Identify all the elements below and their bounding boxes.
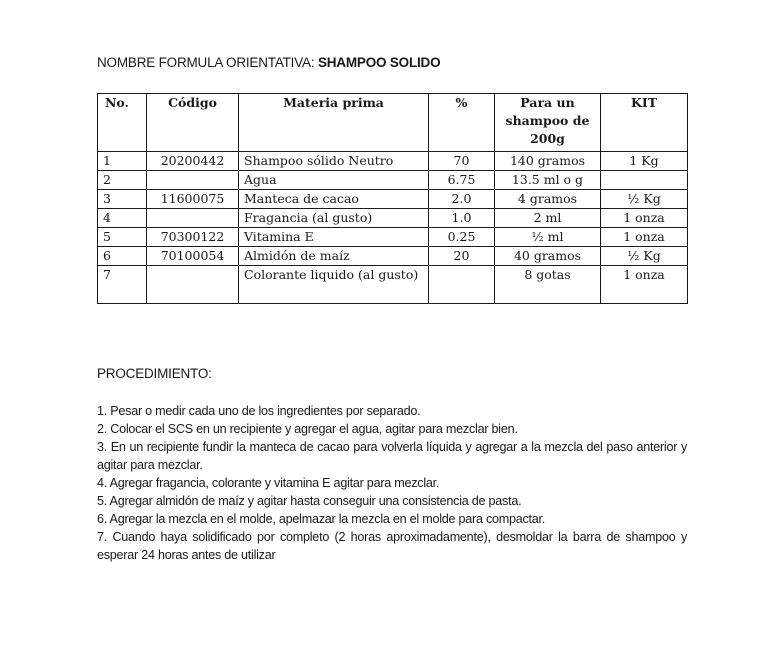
table-header-row	[98, 94, 688, 152]
formula-title	[97, 55, 440, 70]
cell-materia: Fragancia (al gusto)	[239, 209, 429, 228]
cell-para: 140 gramos	[495, 152, 601, 171]
header-para-200g: Para un shampoo de 200g	[495, 94, 601, 152]
table-row	[98, 228, 688, 247]
table-row	[98, 266, 688, 304]
cell-para: 40 gramos	[495, 247, 601, 266]
cell-codigo	[147, 171, 239, 190]
cell-materia: Manteca de cacao	[239, 190, 429, 209]
procedure-step: 6. Agregar la mezcla en el molde, apelmazar la mezcla en el molde para compactar.	[97, 512, 546, 526]
cell-kit: ½ Kg	[601, 247, 688, 266]
cell-percent: 0.25	[429, 228, 495, 247]
table-row	[98, 247, 688, 266]
cell-codigo: 11600075	[147, 190, 239, 209]
table-row	[98, 171, 688, 190]
cell-kit: 1 onza	[601, 228, 688, 247]
table-row	[98, 152, 688, 171]
cell-para: 13.5 ml o g	[495, 171, 601, 190]
cell-codigo	[147, 209, 239, 228]
cell-para: 2 ml	[495, 209, 601, 228]
header-materia-prima: Materia prima	[239, 94, 429, 152]
cell-percent: 20	[429, 247, 495, 266]
cell-codigo	[147, 266, 239, 304]
table-row	[98, 190, 688, 209]
formula-title-label: NOMBRE FORMULA ORIENTATIVA:	[97, 55, 315, 70]
cell-codigo: 70100054	[147, 247, 239, 266]
header-codigo: Código	[147, 94, 239, 152]
cell-no: 4	[98, 209, 147, 228]
cell-kit: 1 onza	[601, 209, 688, 228]
cell-materia: Vitamina E	[239, 228, 429, 247]
cell-kit: 1 onza	[601, 266, 688, 304]
cell-no: 2	[98, 171, 147, 190]
procedure-steps	[97, 402, 687, 564]
cell-para: 8 gotas	[495, 266, 601, 304]
cell-kit: ½ Kg	[601, 190, 688, 209]
cell-codigo: 20200442	[147, 152, 239, 171]
cell-percent: 2.0	[429, 190, 495, 209]
formula-table	[97, 93, 688, 304]
cell-no: 5	[98, 228, 147, 247]
cell-no: 6	[98, 247, 147, 266]
procedure-step: 4. Agregar fragancia, colorante y vitamina E agitar para mezclar.	[97, 476, 440, 490]
cell-percent	[429, 266, 495, 304]
cell-kit	[601, 171, 688, 190]
procedure-step: 2. Colocar el SCS en un recipiente y agregar el agua, agitar para mezclar bien.	[97, 422, 518, 436]
cell-percent: 70	[429, 152, 495, 171]
header-no: No.	[98, 94, 147, 152]
cell-para: ½ ml	[495, 228, 601, 247]
cell-percent: 6.75	[429, 171, 495, 190]
cell-no: 3	[98, 190, 147, 209]
cell-percent: 1.0	[429, 209, 495, 228]
cell-kit: 1 Kg	[601, 152, 688, 171]
cell-materia: Almidón de maíz	[239, 247, 429, 266]
cell-materia: Agua	[239, 171, 429, 190]
procedure-title: PROCEDIMIENTO:	[97, 366, 212, 381]
procedure-step: 3. En un recipiente fundir la manteca de cacao para volverla líquida y agregar a la mezcla del paso anterior y agitar para mezclar.	[97, 440, 687, 472]
formula-name: SHAMPOO SOLIDO	[317, 55, 441, 70]
cell-materia: Colorante liquido (al gusto)	[239, 266, 429, 304]
cell-para: 4 gramos	[495, 190, 601, 209]
cell-materia: Shampoo sólido Neutro	[239, 152, 429, 171]
procedure-step: 5. Agregar almidón de maíz y agitar hasta conseguir una consistencia de pasta.	[97, 494, 522, 508]
procedure-step: 7. Cuando haya solidificado por completo (2 horas aproximadamente), desmoldar la barra de shampoo y esperar 24 horas antes de utilizar	[97, 530, 687, 562]
procedure-step: 1. Pesar o medir cada uno de los ingredientes por separado.	[97, 404, 421, 418]
table-row	[98, 209, 688, 228]
cell-no: 1	[98, 152, 147, 171]
header-kit: KIT	[601, 94, 688, 152]
header-percent: %	[429, 94, 495, 152]
cell-no: 7	[98, 266, 147, 304]
cell-codigo: 70300122	[147, 228, 239, 247]
